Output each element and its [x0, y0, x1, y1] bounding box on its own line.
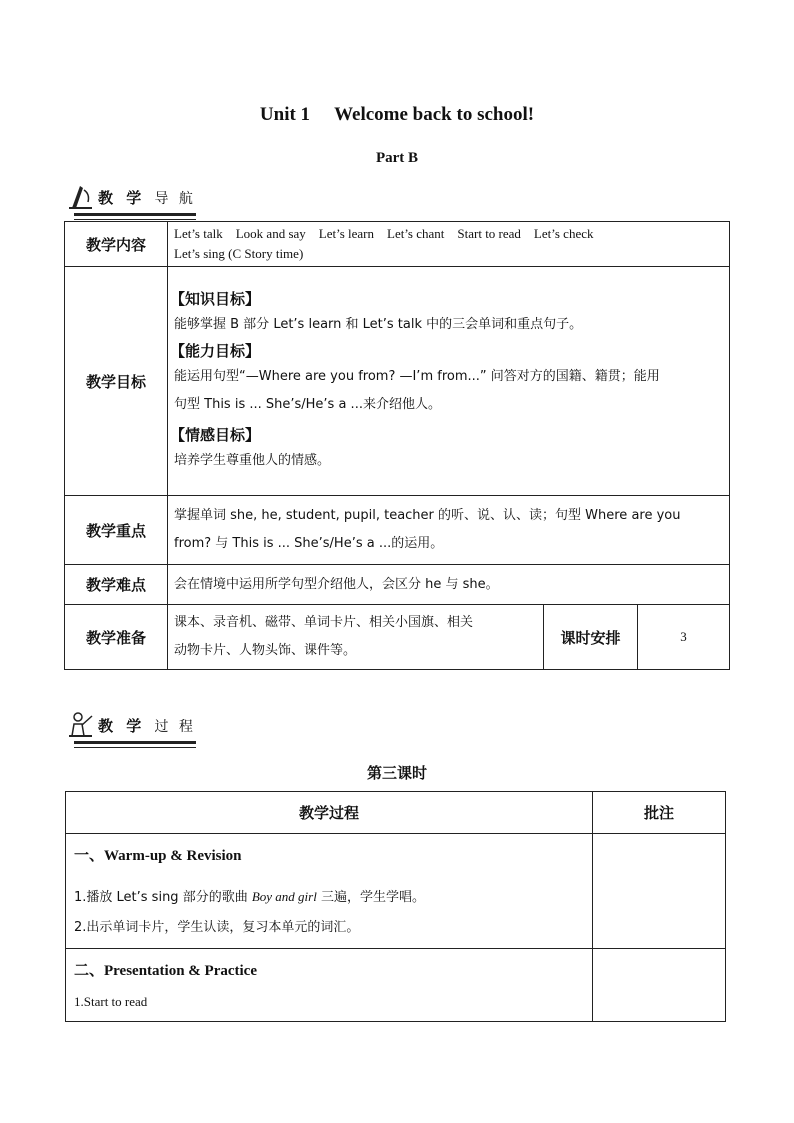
- preparation-text-2: 动物卡片、人物头饰、课件等。: [174, 643, 357, 658]
- goals-label: 教学目标: [65, 267, 168, 496]
- page-title: [0, 104, 794, 126]
- unit-label: Unit 1: [259, 104, 311, 125]
- content-line-2: Let’s sing (C Story time): [174, 246, 304, 261]
- lesson-title: 第三课时: [366, 764, 427, 782]
- unit-title: Welcome back to school!: [334, 104, 535, 125]
- song-title: Boy and girl: [251, 889, 317, 904]
- emotion-text: 培养学生尊重他人的情感。: [174, 453, 331, 468]
- step2-cell: [66, 949, 593, 1022]
- schedule-value: 3: [638, 605, 730, 670]
- content-label: 教学内容: [65, 222, 168, 267]
- section-header-process: [66, 708, 226, 742]
- part-label: Part B: [375, 150, 419, 166]
- step2-item-1: 1.Start to read: [74, 994, 148, 1009]
- section-header-guide: [66, 180, 226, 214]
- notes-column-header: 批注: [593, 792, 726, 834]
- content-cell: [168, 222, 730, 267]
- key-points-cell: [168, 496, 730, 565]
- goals-cell: [168, 267, 730, 496]
- step1-notes: [593, 834, 726, 949]
- content-line-1: Let’s talk Look and say Let’s learn Let’s chant Start to read Let’s check: [174, 226, 594, 241]
- ability-text-2: 句型 This is ... She’s/He’s a ...来介绍他人。: [174, 397, 441, 412]
- key-points-text-1: 掌握单词 she, he, student, pupil, teacher 的听、说、认、读；句型 Where are you: [174, 508, 681, 523]
- guide-table: [64, 221, 730, 670]
- preparation-label: 教学准备: [65, 605, 168, 670]
- ability-text-1: 能运用句型“—Where are you from? —I’m from...” 问答对方的国籍、籍贯；能用: [174, 369, 660, 384]
- difficulty-text: 会在情境中运用所学句型介绍他人，会区分 he 与 she。: [168, 565, 730, 605]
- step2-heading: 二、Presentation & Practice: [74, 963, 257, 979]
- step1-item-1: 1.播放 Let’s sing 部分的歌曲 Boy and girl 三遍，学生学唱。: [74, 889, 425, 905]
- section-title-guide: 教 学 导 航: [98, 189, 196, 207]
- preparation-text-1: 课本、录音机、磁带、单词卡片、相关小国旗、相关: [174, 615, 474, 630]
- process-column-header: 教学过程: [66, 792, 593, 834]
- knowledge-heading: 【知识目标】: [170, 290, 261, 308]
- difficulty-label: 教学难点: [65, 565, 168, 605]
- section-title-process: 教 学 过 程: [98, 717, 196, 735]
- knowledge-text: 能够掌握 B 部分 Let’s learn 和 Let’s talk 中的三会单词和重点句子。: [174, 317, 583, 332]
- step2-notes: [593, 949, 726, 1022]
- pen-icon: [66, 182, 96, 210]
- schedule-label: 课时安排: [544, 605, 638, 670]
- teacher-icon: [66, 710, 96, 738]
- emotion-heading: 【情感目标】: [170, 426, 261, 444]
- ability-heading: 【能力目标】: [170, 342, 261, 360]
- step1-item-2: 2.出示单词卡片，学生认读，复习本单元的词汇。: [74, 920, 360, 935]
- step1-cell: [66, 834, 593, 949]
- key-points-text-2: from? 与 This is ... She’s/He’s a ...的运用。: [174, 536, 444, 551]
- step1-heading: 一、Warm-up & Revision: [74, 848, 242, 864]
- preparation-cell: [168, 605, 544, 670]
- process-table: [65, 791, 726, 1022]
- key-points-label: 教学重点: [65, 496, 168, 565]
